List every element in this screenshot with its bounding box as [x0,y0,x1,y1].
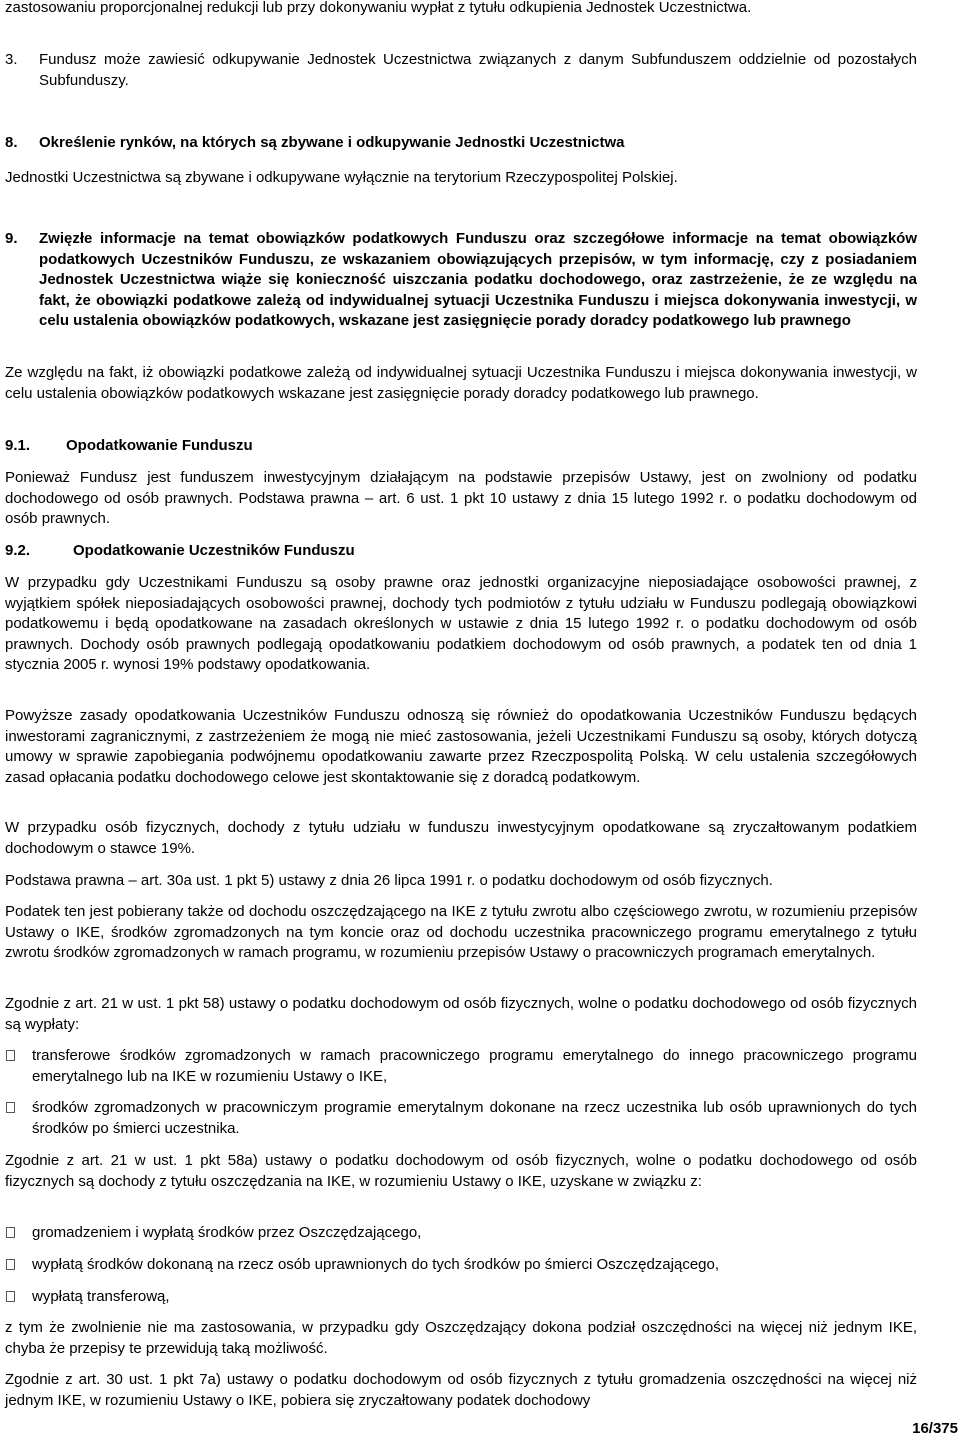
bullet-box-icon [6,1259,15,1270]
section-9-2-paragraph-9: Zgodnie z art. 30 ust. 1 pkt 7a) ustawy o podatku dochodowym od osób fizycznych z tytułu gromadzenia oszczędności na więcej niż jednym IKE, w rozumieniu Ustawy o IKE, pobiera się zryczałtowany podatek dochodowy [5,1371,917,1409]
section-number: 9.2. [5,542,31,559]
bullet-box-icon [6,1102,15,1113]
list-item-text: Fundusz może zawiesić odkupywanie Jednostek Uczestnictwa związanych z danym Subfunduszem oddzielnie od pozostałych Subfunduszy. [39,51,917,89]
section-8-body: Jednostki Uczestnictwa są zbywane i odkupywane wyłącznie na terytorium Rzeczypospolitej Polskiej. [5,169,678,186]
section-8-heading [5,133,917,154]
section-number: 9.1. [5,437,31,454]
section-9-2-paragraph-1: W przypadku gdy Uczestnikami Funduszu są osoby prawne oraz jednostki organizacyjne nieposiadające osobowości prawnej, z wyjątkiem spółek nieposiadających osobowości prawnej, dochody tych podmiotów z tytułu udziału w Funduszu podlegają obowiązkowi podatkowemu i będą opodatkowane na zasadach określonych w ustawie z dnia 15 lutego 1992 r. o podatku dochodowym od osób prawnych. Dochody osób prawnych podlegają opodatkowaniu podatkiem dochodowym od osób prawnych, a podatek ten od dnia 1 stycznia 2005 r. wynosi 19% podstawy opodatkowania. [5,574,917,674]
section-9-2-paragraph-7: Zgodnie z art. 21 w ust. 1 pkt 58a) ustawy o podatku dochodowym od osób fizycznych, wolne o podatku dochodowego od osób fizycznych są dochody z tytułu oszczędzania na IKE, w rozumieniu Ustawy o IKE, uzyskane w związku z: [5,1152,917,1190]
section-9-2-heading [5,541,917,562]
section-title: Opodatkowanie Uczestników Funduszu [73,542,355,559]
paragraph-intro-tail: zastosowaniu proporcjonalnej redukcji lub przy dokonywaniu wypłat z tytułu odkupienia Jednostek Uczestnictwa. [5,0,752,16]
section-9-heading [5,229,917,332]
bullet-text: wypłatą transferową, [32,1288,170,1305]
bullet-item [5,1046,917,1087]
bullet-item [5,1255,917,1276]
page-number: 16/375 [912,1420,958,1437]
section-title: Opodatkowanie Funduszu [66,437,253,454]
section-9-body: Ze względu na fakt, iż obowiązki podatkowe zależą od indywidualnej sytuacji Uczestnika Funduszu i miejsca dokonywania inwestycji, w celu ustalenia obowiązków podatkowych wskazane jest zasięgnięcie porady doradcy podatkowego lub prawnego. [5,364,917,402]
bullet-text: wypłatą środków dokonaną na rzecz osób uprawnionych do tych środków po śmierci Oszczędzającego, [32,1256,720,1273]
bullet-item [5,1223,917,1244]
bullet-box-icon [6,1227,15,1238]
section-number: 9. [5,230,18,247]
section-9-1-heading [5,436,917,457]
bullet-text: gromadzeniem i wypłatą środków przez Oszczędzającego, [32,1224,422,1241]
section-9-2-paragraph-6: Zgodnie z art. 21 w ust. 1 pkt 58) ustawy o podatku dochodowym od osób fizycznych, wolne o podatku dochodowego od osób fizycznych są wypłaty: [5,995,917,1033]
list-number: 3. [5,51,18,68]
bullet-box-icon [6,1291,15,1302]
bullet-box-icon [6,1050,15,1061]
section-9-1-body: Ponieważ Fundusz jest funduszem inwestycyjnym działającym na podstawie przepisów Ustawy, jest on zwolniony od podatku dochodowego od osób prawnych. Podstawa prawna – art. 6 ust. 1 pkt 10 ustawy z dnia 15 lutego 1992 r. o podatku dochodowym od osób prawnych. [5,469,917,528]
section-9-2-paragraph-4: Podstawa prawna – art. 30a ust. 1 pkt 5) ustawy z dnia 26 lipca 1991 r. o podatku dochodowym od osób fizycznych. [5,872,773,889]
section-title: Zwięzłe informacje na temat obowiązków podatkowych Funduszu oraz szczegółowe informacje na temat obowiązków podatkowych Uczestników Funduszu, ze wskazaniem obowiązujących przepisów, w tym informację, czy z posiadaniem Jednostek Uczestnictwa wiąże się konieczność uiszczania podatku dochodowego, oraz zastrzeżenie, że ze względu na fakt, że obowiązki podatkowe zależą od indywidualnej sytuacji Uczestnika Funduszu i miejsca dokonywania inwestycji, w celu ustalenia obowiązków podatkowych, wskazane jest zasięgnięcie porady doradcy podatkowego lub prawnego [39,230,917,330]
section-9-2-paragraph-5: Podatek ten jest pobierany także od dochodu oszczędzającego na IKE z tytułu zwrotu albo częściowego zwrotu, w rozumieniu przepisów Ustawy o IKE, środków zgromadzonych na tym koncie oraz od dochodu uczestnika pracowniczego programu emerytalnego z tytułu zwrotu środków zgromadzonych w ramach programu, w rozumieniu przepisów Ustawy o pracowniczych programach emerytalnych. [5,903,917,962]
section-9-2-paragraph-2: Powyższe zasady opodatkowania Uczestników Funduszu odnoszą się również do opodatkowania Uczestników Funduszu będących inwestorami zagranicznymi, z zastrzeżeniem że mogą nie mieć zastosowania, jeżeli Uczestnikami Funduszu są osoby, których dotyczą umowy w sprawie zapobiegania podwójnemu opodatkowaniu zawarte przez Rzeczpospolitą Polską. W celu ustalenia szczegółowych zasad opłacania podatku dochodowego celowe jest skontaktowanie się z doradcą podatkowym. [5,707,917,786]
section-title: Określenie rynków, na których są zbywane i odkupywanie Jednostki Uczestnictwa [39,134,625,151]
bullet-text: środków zgromadzonych w pracowniczym programie emerytalnym dokonane na rzecz uczestnika lub osób uprawnionych do tych środków po śmierci uczestnika. [32,1099,917,1137]
bullet-item [5,1098,917,1139]
section-number: 8. [5,134,18,151]
section-9-2-paragraph-3: W przypadku osób fizycznych, dochody z tytułu udziału w funduszu inwestycyjnym opodatkowane są zryczałtowanym podatkiem dochodowym o stawce 19%. [5,819,917,857]
list-item-3 [5,50,917,91]
section-9-2-paragraph-8: z tym że zwolnienie nie ma zastosowania, w przypadku gdy Oszczędzający dokona podział oszczędności na więcej niż jednym IKE, chyba że przepisy te przewidują taką możliwość. [5,1319,917,1357]
bullet-item [5,1287,917,1308]
bullet-text: transferowe środków zgromadzonych w ramach pracowniczego programu emerytalnego do innego pracowniczego programu emerytalnego lub na IKE w rozumieniu Ustawy o IKE, [32,1047,917,1085]
